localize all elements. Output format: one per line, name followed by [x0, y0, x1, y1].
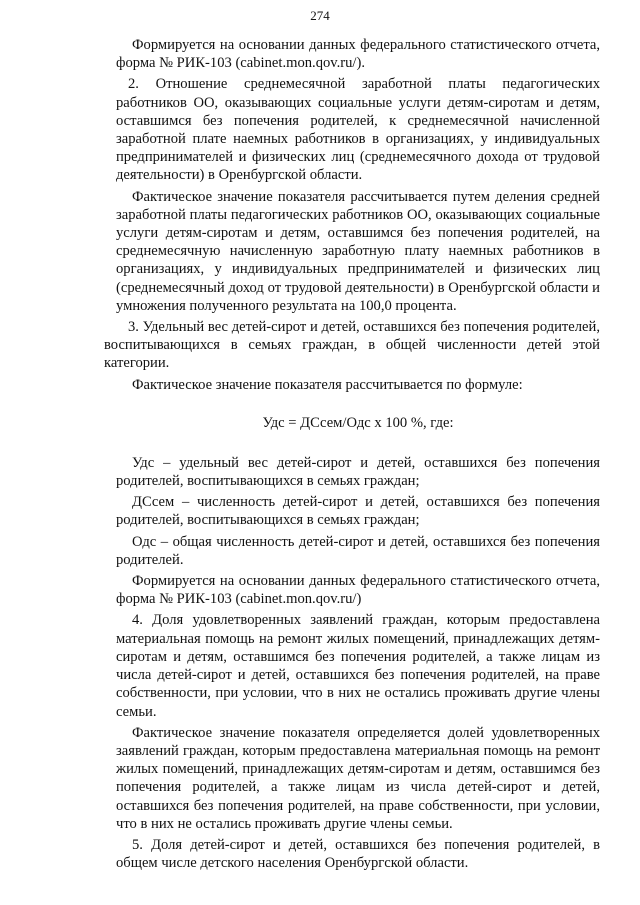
- definition-dssem: ДСсем – численность детей-сирот и детей, оставшихся без попечения родителей, воспитывающихся в семьях граждан;: [116, 494, 600, 529]
- paragraph-indicator-4-calculation: Фактическое значение показателя определяется долей удовлетворенных заявлений граждан, которым предоставлена материальная помощь на ремонт жилых помещений, принадлежащих детям-сиротам и детям, оставшимся без попечения родителей, а также лицам из числа детей-сирот и детей, оставшихся без попечения родителей, на праве собственности, при условии, что в них не остались проживать другие члены семьи.: [116, 724, 600, 832]
- paragraph-indicator-3: 3. Удельный вес детей-сирот и детей, оставшихся без попечения родителей, воспитывающихся в семьях граждан, в общей численности детей этой категории.: [104, 319, 600, 372]
- paragraph-formula-intro: Фактическое значение показателя рассчитывается по формуле:: [132, 376, 523, 393]
- definition-uds: Удс – удельный вес детей-сирот и детей, оставшихся без попечения родителей, воспитывающихся в семьях граждан;: [116, 454, 600, 490]
- paragraph-indicator-5: 5. Доля детей-сирот и детей, оставшихся без попечения родителей, в общем числе детского населения Оренбургской области.: [116, 836, 600, 872]
- paragraph-indicator-2-calculation: Фактическое значение показателя рассчитывается путем деления средней заработной платы педагогических работников ОО, оказывающих социальные услуги детям-сиротам и детям, оставшимся без попечения родителей, на среднемесячную начисленную заработную плату наемных работников в организациях, у индивидуальных предпринимателей и физических лиц (среднемесячный доход от трудовой деятельности) в Оренбургской области и умножения полученного результата на 100,0 процента.: [116, 188, 600, 314]
- page-number: 274: [310, 8, 330, 23]
- paragraph-indicator-2: 2. Отношение среднемесячной заработной платы педагогических работников ОО, оказывающих социальные услуги детям-сиротам и детям, оставшимся без попечения родителей, к среднемесячной начисленной заработной плате наемных работников в организациях, у индивидуальных предпринимателей и физических лиц (среднемесячного дохода от трудовой деятельности) в Оренбургской области.: [116, 76, 600, 184]
- document-body: [104, 36, 600, 875]
- formula: Удс = ДСсем/Одс х 100 %, где:: [262, 414, 454, 431]
- definition-ods: Одс – общая численность детей-сирот и детей, оставшихся без попечения родителей.: [116, 533, 600, 568]
- paragraph-source-note-1: Формируется на основании данных федерального статистического отчета, форма № РИК-103 (cabinet.mon.qov.ru/).: [116, 37, 600, 72]
- paragraph-source-note-2: Формируется на основании данных федерального статистического отчета, форма № РИК-103 (cabinet.mon.qov.ru/): [116, 573, 600, 608]
- paragraph-indicator-4: 4. Доля удовлетворенных заявлений граждан, которым предоставлена материальная помощь на ремонт жилых помещений, принадлежащих детям-сиротам и детям, оставшимся без попечения родителей, а также лицам из числа детей-сирот и детей, оставшихся без попечения родителей, на праве собственности, при условии, что в них не остались проживать другие члены семьи.: [116, 612, 600, 720]
